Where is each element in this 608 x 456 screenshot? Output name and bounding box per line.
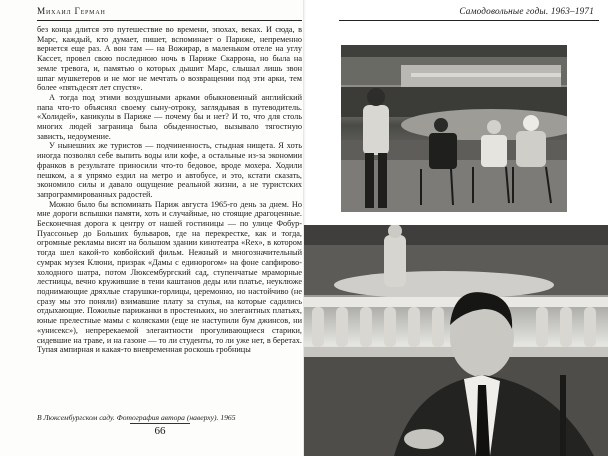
photo-top-illustration [341,45,567,212]
paragraph: А тогда под этими воздушными арками обыкновенный английский папа что-то объяснял своему сыну-отроку, заглядывая в путеводитель. «Холидей», каникулы в Париже — почему бы и нет? И то, что для столь многих людей заграница была обыденностью, вызывало тягостную зависть, недоумение. [37,92,302,141]
photo-bottom-illustration [304,225,608,456]
page-number: 66 [154,425,166,437]
folio-rule [130,423,190,424]
paragraph: Можно было бы вспоминать Париж августа 1965-го день за днем. Но мне дороги вспышки памяти, хоть и случайные, но стоящие драгоценные. Бесконечная дорога к центру от нашей гостиницы — по улице Фобур-Пуассоньер до Больших бульваров, где на перекрестке, как и тогда, огромные рекламы висят на большом здании кинотеатра «Rex», в котором тогда шел какой-то ковбойский фильм. Нежный и многозначительный сумрак музея Клюни, призрак «Дамы с единорогом» на фоне сапфирово-холодного шатра, потом Люксембургский сад, ступенчатые мраморные лестницы, вечно кружившие в тени каштанов деды или платье, неуклюже поднимающие дряхлые старушки-горлицы, церемонно, но настойчиво (не сразу мы это поняли) взимавшие плату за стулья, на которые садились отдыхающие. Пожилые парижанки в простеньких, но элегантных платьях, юные прелестные мамы с колясками (еще не наступили бум джинсов, ни «унисекс»), непререкаемой элегантности прогуливающиеся старики, сидевшие на траве, и на газоне — то ли студенты, то ли уже нет, в беретах. Тупая ампирная и какая-то вневременная роскошь гробницы [37,199,302,355]
running-head-author: Михаил Герман [37,6,106,16]
photo-caption: В Люксембургском саду. Фотография автора (наверху). 1965 [37,413,236,422]
header-rule [37,20,302,21]
photo-luxembourg-garden-top [341,45,567,212]
running-head-section: Самодовольные годы. 1963–1971 [459,6,594,16]
body-text [37,25,302,355]
paragraph: У нынешних же туристов — подчиненность, стыдная нищета. Я хоть иногда позволял себе выпить воды или кофе, а остальные из-за экономии франков в результате приносили что-то бедовое, вроде мохера. Ходили пешком, а я упрямо ездил на метро и автобусе, и это, кстати сказать, экономило силы и давало ощущение реальной жизни, а не туристских запрограммированных радостей. [37,141,302,199]
header-rule [339,20,599,21]
photo-luxembourg-garden-portrait [304,225,608,456]
paragraph: без конца длится это путешествие во времени, эпохах, веках. И сюда, в Марс, каждый, кто думает, пишет, вспоминает о Париже, непременно вернется еще раз. А вон там — на Вожирар, в маленьком отеле на углу Кассет, провел свою последнюю ночь в Париже Скарронa, но была на земле тревога, и, памятью о которых дышит Марс, слышал лишь звон шпаг мушкетеров и не мог не мечтать о возвращении под эти арки, тем более «пятьдесят лет спустя». [37,25,302,93]
